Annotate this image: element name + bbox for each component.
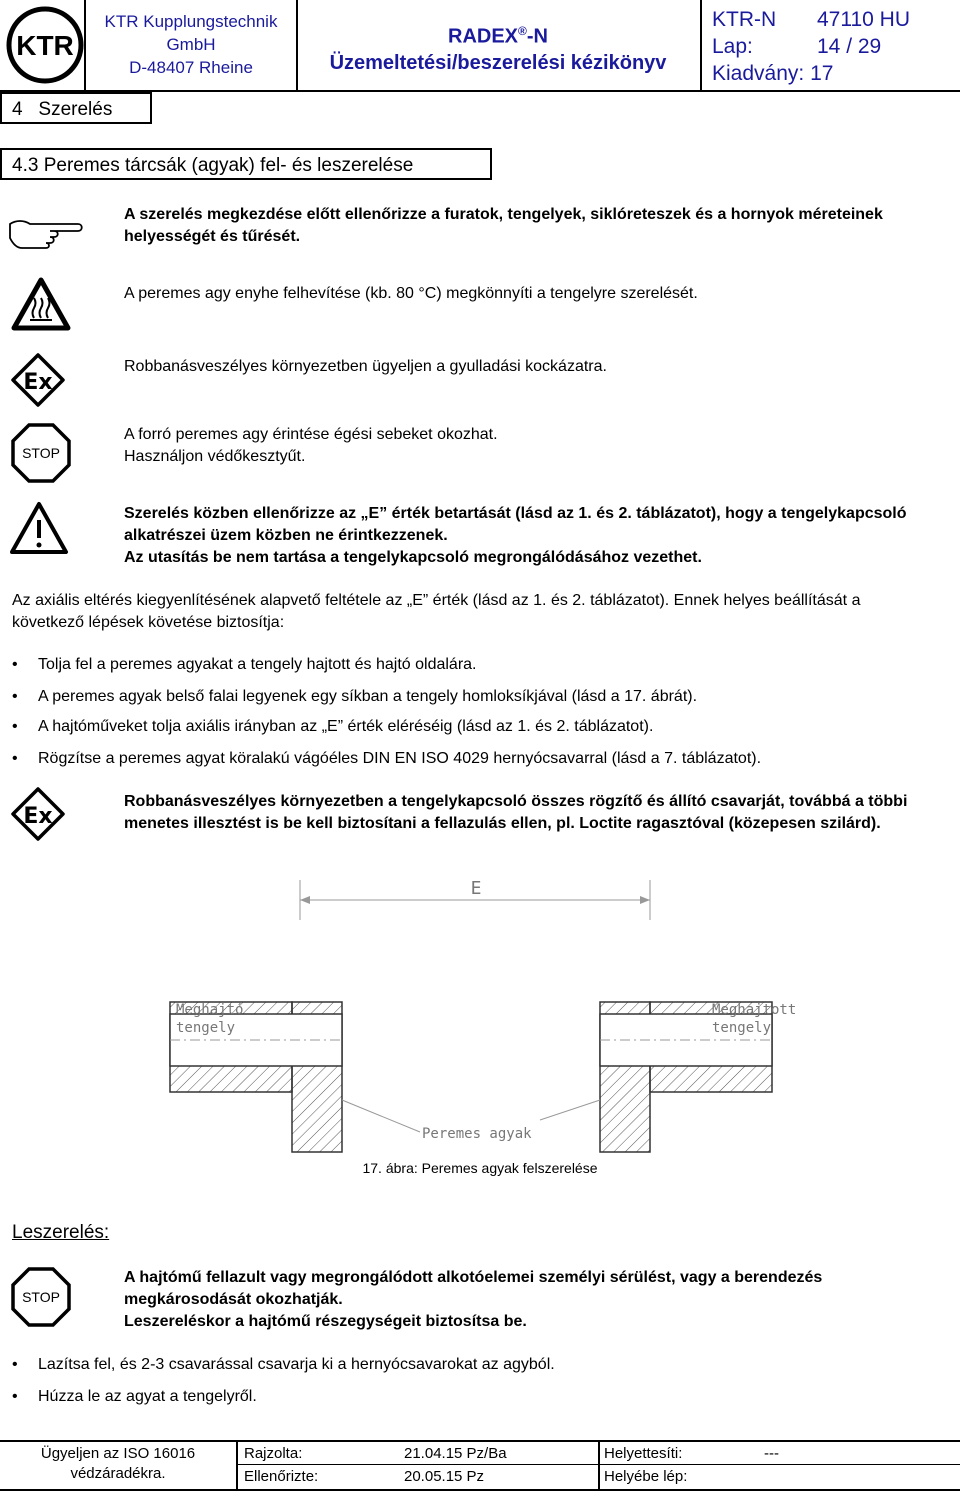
svg-text:Ex: Ex: [23, 370, 53, 395]
intro-paragraph: Az axiális eltérés kiegyenlítésének alapvető feltétele az „E” érték (lásd az 1. és 2. táblázatot). Ennek helyes beállítását a következő lépések követése biztosítja:: [12, 592, 861, 631]
svg-text:tengely: tengely: [712, 1020, 772, 1036]
section-heading: 4.3 Peremes tárcsák (agyak) fel- és leszerelése: [0, 148, 492, 180]
figure-flange-hub-assembly: [160, 870, 810, 1155]
iso-note: Ügyeljen az ISO 16016 védzáradékra.: [40, 1445, 196, 1482]
svg-text:STOP: STOP: [22, 1289, 60, 1305]
stop-sign-icon: [10, 1266, 72, 1328]
svg-text:Ex: Ex: [23, 804, 53, 829]
svg-text:Meghajtó: Meghajtó: [176, 1002, 244, 1018]
checked-label: Ellenőrizte:: [244, 1468, 319, 1485]
svg-text:Peremes agyak: Peremes agyak: [422, 1126, 532, 1142]
ex-explosion-protection-icon: [10, 352, 66, 408]
note-check-dimensions: A szerelés megkezdése előtt ellenőrizze a furatok, tengelyek, siklóreteszek és a hornyok méreteinek helyességét és tűrését.: [124, 206, 883, 245]
note-burn-risk: A forró peremes agy érintése égési sebeket okozhat. Használjon védőkesztyűt.: [124, 426, 498, 465]
note-explosion-risk: Robbanásveszélyes környezetben ügyeljen a gyulladási kockázatra.: [124, 358, 607, 375]
replaces-label: Helyettesíti:: [604, 1445, 683, 1462]
list-item: • Rögzítse a peremes agyat köralakú vágóéles DIN EN ISO 4029 hernyócsavarral (lásd a 7. táblázatot).: [38, 748, 918, 770]
document-info: KTR-N 47110 HU Lap: 14 / 29 Kiadvány: 17: [712, 8, 911, 85]
drawn-value: 21.04.15 Pz/Ba: [404, 1445, 507, 1462]
list-item: • A hajtóműveket tolja axiális irányban az „E” érték eléréséig (lásd az 1. és 2. táblázatot).: [38, 716, 918, 738]
note-removal-safety: A hajtómű fellazult vagy megrongálódott alkotóelemei személyi sérülést, vagy a berendezés megkárosodását okozhatják. Leszereléskor a hajtómű részegységeit biztosítsa be.: [124, 1269, 823, 1330]
svg-text:Meghajtott: Meghajtott: [712, 1002, 797, 1018]
hot-surface-warning-icon: [10, 276, 72, 332]
product-title: RADEX®-N Üzemeltetési/beszerelési kézikönyv: [329, 24, 667, 74]
ex-explosion-protection-icon: [10, 786, 66, 842]
note-heating: A peremes agy enyhe felhevítése (kb. 80 °C) megkönnyíti a tengelyre szerelését.: [124, 285, 698, 302]
note-e-value-warning: Szerelés közben ellenőrizze az „E” érték betartását (lásd az 1. és 2. táblázatot), hogy a tengelykapcsoló alkatrészei üzem közben ne érintkezzenek. Az utasítás be nem tartása a tengelykapcsoló megrongálódásához vezethet.: [124, 505, 907, 566]
svg-text:STOP: STOP: [22, 445, 60, 461]
note-threadlocker: Robbanásveszélyes környezetben a tengelykapcsoló összes rögzítő és állító csavarját, továbbá a többi menetes illesztést is be kell biztosítani a fellazulás ellen, pl. Loctite ragasztóval (közepesen szilárd).: [124, 793, 908, 832]
list-item: • Tolja fel a peremes agyakat a tengely hajtott és hajtó oldalára.: [38, 654, 918, 676]
list-item: • Húzza le az agyat a tengelyről.: [38, 1386, 918, 1408]
ktr-logo: [6, 6, 84, 84]
replaced-by-label: Helyébe lép:: [604, 1468, 688, 1485]
replaces-value: ---: [764, 1445, 779, 1462]
chapter-heading: 4 Szerelés: [0, 92, 152, 124]
company-name: KTR Kupplungstechnik GmbH D-48407 Rheine: [104, 12, 278, 77]
svg-text:KTR: KTR: [16, 30, 74, 61]
warning-triangle-icon: [8, 500, 70, 556]
svg-text:E: E: [470, 878, 482, 899]
drawn-label: Rajzolta:: [244, 1445, 303, 1462]
stop-sign-icon: [10, 422, 72, 484]
checked-value: 20.05.15 Pz: [404, 1468, 485, 1485]
svg-text:tengely: tengely: [176, 1020, 236, 1036]
list-item: • Lazítsa fel, és 2-3 csavarással csavarja ki a hernyócsavarokat az agyból.: [38, 1354, 918, 1376]
figure-caption: 17. ábra: Peremes agyak felszerelése: [362, 1160, 598, 1176]
list-item: • A peremes agyak belső falai legyenek egy síkban a tengely homloksíkjával (lásd a 17. ábrát).: [38, 686, 918, 708]
removal-heading: Leszerelés:: [12, 1222, 110, 1243]
pointing-hand-icon: [6, 214, 86, 250]
